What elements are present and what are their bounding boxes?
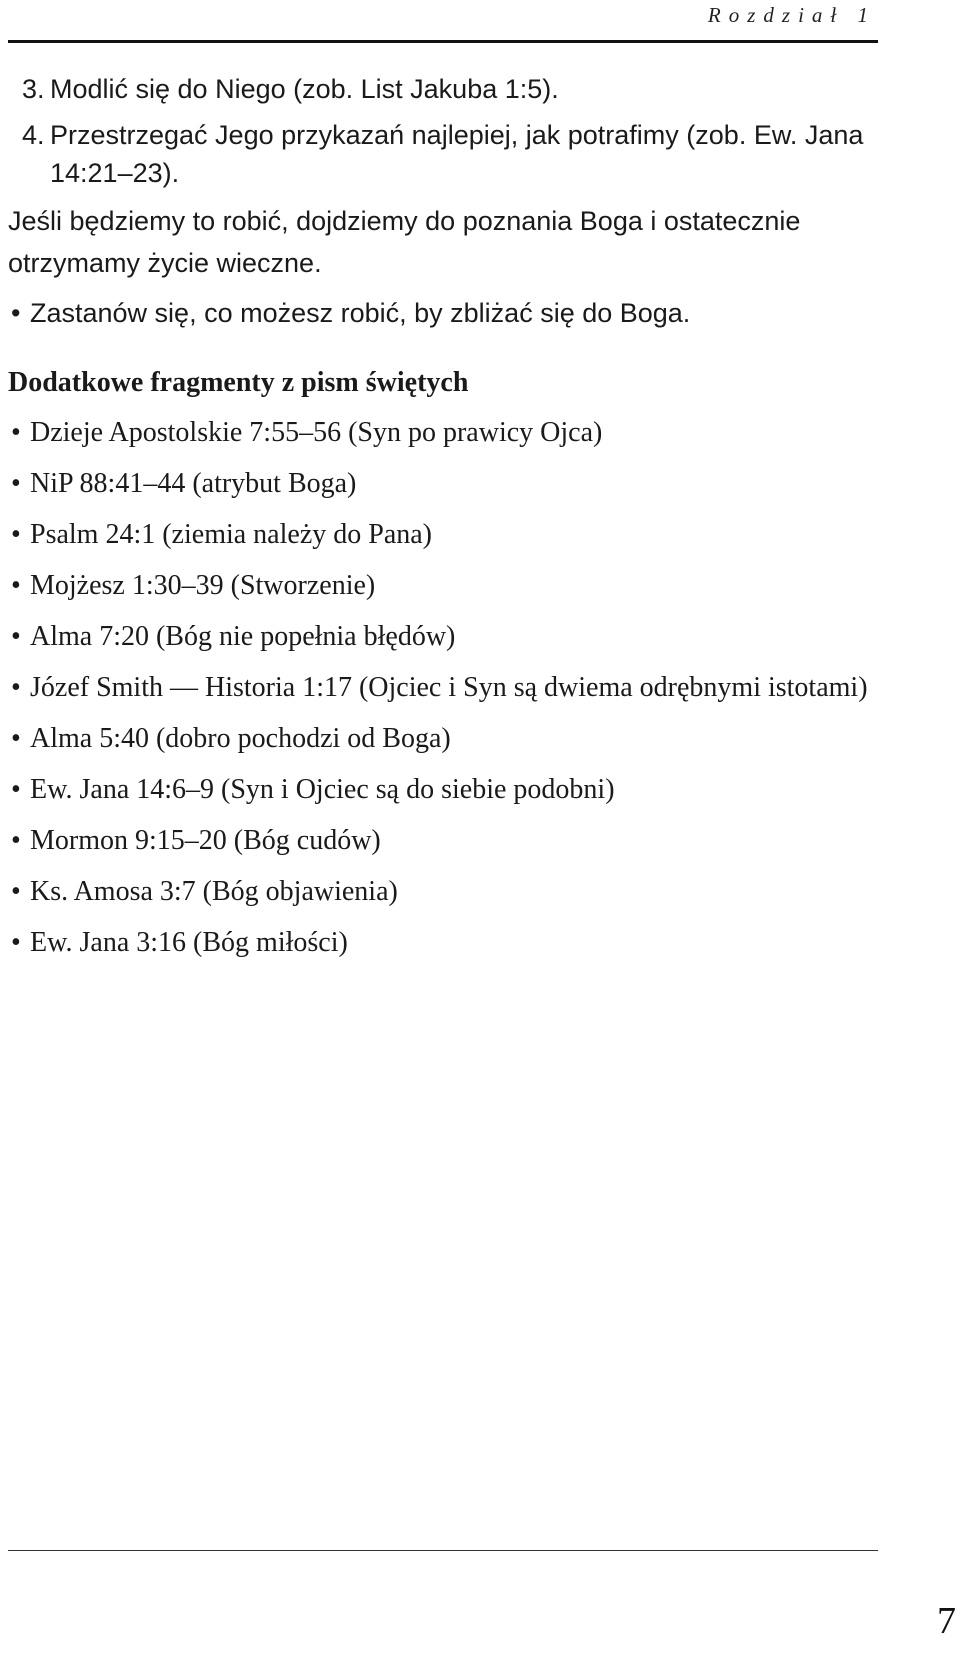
reference-text: Ks. Amosa 3:7 (Bóg objawienia) [30, 876, 398, 907]
reference-text: Alma 7:20 (Bóg nie popełnia błędów) [30, 621, 456, 652]
list-item [8, 516, 878, 554]
bullet-icon: • [11, 723, 21, 754]
reference-text: Alma 5:40 (dobro pochodzi od Boga) [30, 723, 451, 754]
bullet-icon: • [11, 298, 21, 328]
header-rule [8, 40, 878, 43]
reference-text: Psalm 24:1 (ziemia należy do Pana) [30, 519, 432, 550]
body-paragraph: Jeśli będziemy to robić, dojdziemy do poznania Boga i ostatecznie otrzymamy życie wieczne. [8, 206, 801, 278]
list-item [8, 873, 878, 911]
step-number: 3. [22, 74, 45, 104]
footer-rule [8, 1550, 878, 1551]
reference-text: Ew. Jana 14:6–9 (Syn i Ojciec są do siebie podobni) [30, 774, 615, 805]
bullet-icon: • [11, 672, 21, 703]
numbered-step-4 [8, 116, 878, 192]
bullet-icon: • [11, 621, 21, 652]
reference-text: Ew. Jana 3:16 (Bóg miłości) [30, 927, 348, 958]
bullet-icon: • [11, 825, 21, 856]
bullet-icon: • [11, 570, 21, 601]
step-number: 4. [22, 120, 45, 150]
bullet-icon: • [11, 774, 21, 805]
scripture-reference-list [8, 414, 878, 962]
running-head: Rozdział 1 [707, 3, 876, 27]
reference-text: Mojżesz 1:30–39 (Stworzenie) [30, 570, 376, 601]
list-item [8, 669, 878, 707]
bullet-icon: • [11, 468, 21, 499]
list-item [8, 414, 878, 452]
list-item [8, 567, 878, 605]
list-item [8, 822, 878, 860]
section-heading: Dodatkowe fragmenty z pism świętych [8, 367, 469, 398]
reference-text: Mormon 9:15–20 (Bóg cudów) [30, 825, 381, 856]
list-item [8, 771, 878, 809]
page-content [8, 70, 878, 975]
reference-text: NiP 88:41–44 (atrybut Boga) [30, 468, 357, 499]
list-item [8, 465, 878, 503]
step-text: Modlić się do Niego (zob. List Jakuba 1:5). [50, 74, 559, 104]
bullet-icon: • [11, 519, 21, 550]
numbered-step-3 [8, 70, 878, 108]
reflection-bullet [8, 294, 878, 332]
bullet-icon: • [11, 876, 21, 907]
page-number: 7 [937, 1600, 956, 1642]
bullet-icon: • [11, 417, 21, 448]
bullet-icon: • [11, 927, 21, 958]
step-text: Przestrzegać Jego przykazań najlepiej, jak potrafimy (zob. Ew. Jana 14:21–23). [50, 120, 864, 188]
list-item [8, 924, 878, 962]
list-item [8, 720, 878, 758]
reflection-text: Zastanów się, co możesz robić, by zbliżać się do Boga. [30, 298, 691, 328]
list-item [8, 618, 878, 656]
reference-text: Józef Smith — Historia 1:17 (Ojciec i Syn są dwiema odrębnymi istotami) [30, 672, 868, 703]
reference-text: Dzieje Apostolskie 7:55–56 (Syn po prawicy Ojca) [30, 417, 603, 448]
